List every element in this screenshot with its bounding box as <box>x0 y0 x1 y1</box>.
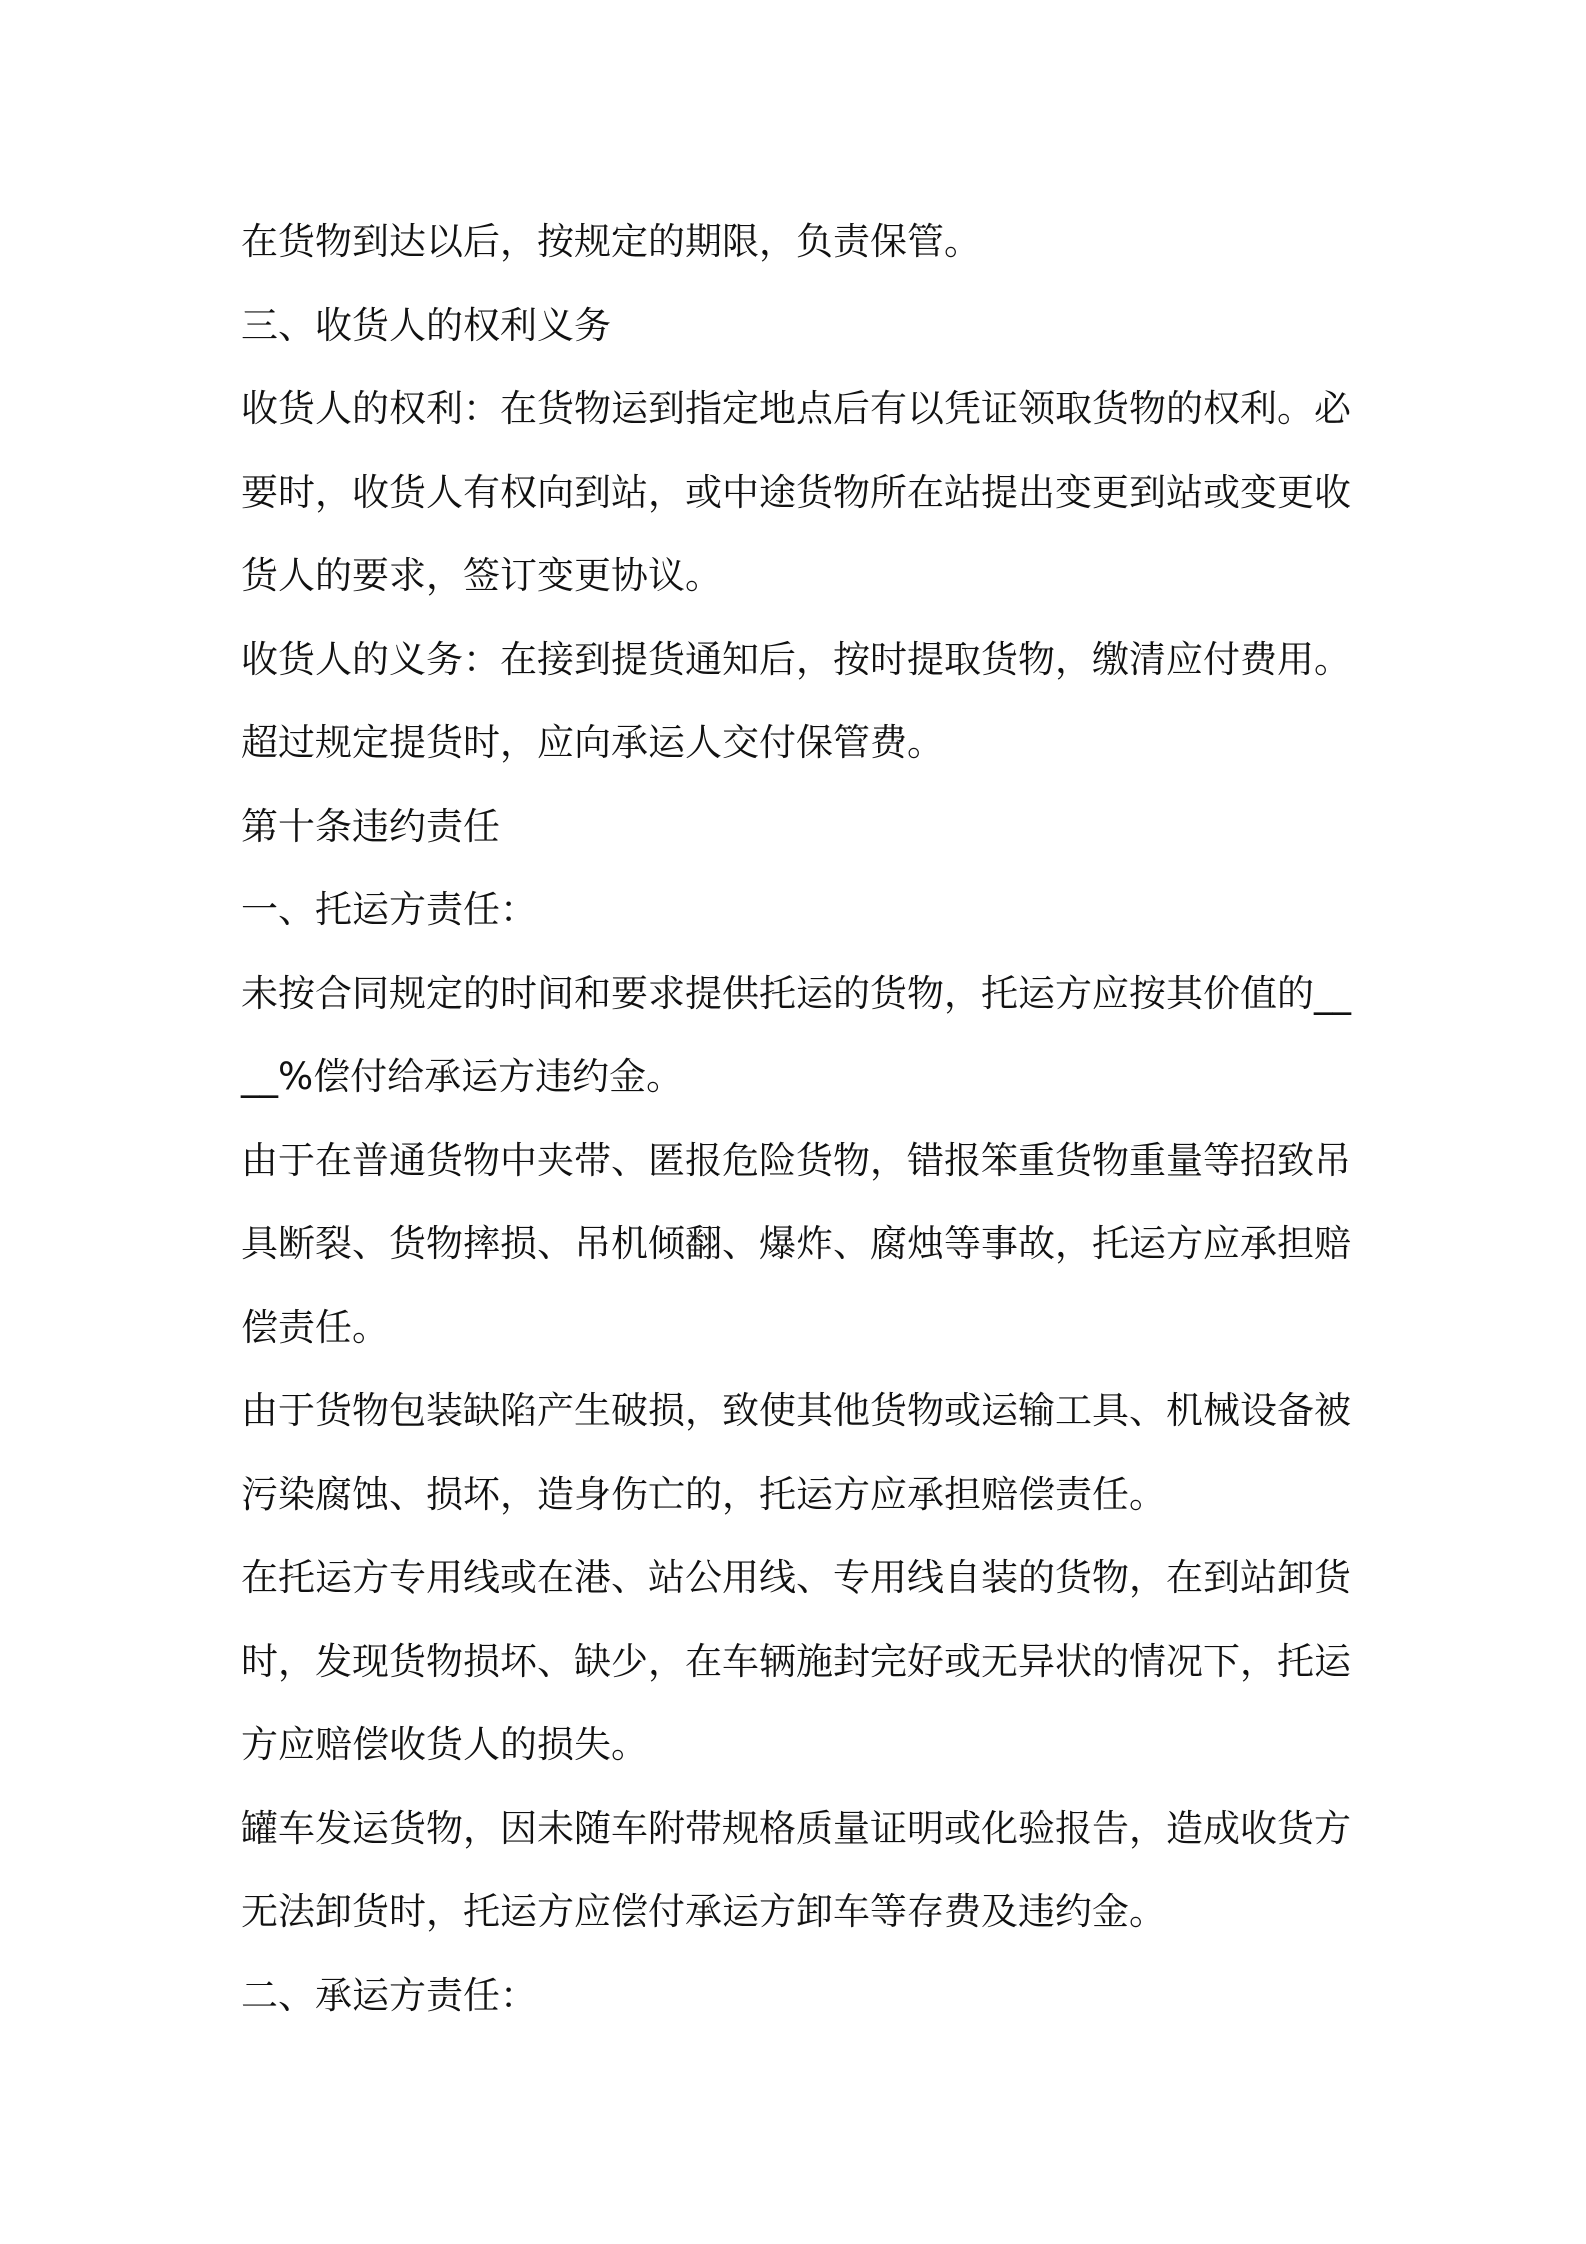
paragraph-self-loaded-goods: 在托运方专用线或在港、站公用线、专用线自装的货物，在到站卸货时，发现货物损坏、缺少，在车辆施封完好或无异状的情况下，托运方应赔偿收货人的损失。 <box>241 1556 1351 1766</box>
paragraph-storage-duty: 在货物到达以后，按规定的期限，负责保管。 <box>241 220 981 263</box>
heading-carrier-liability: 二、承运方责任： <box>241 1973 537 2017</box>
paragraph-consignee-rights: 收货人的权利：在货物运到指定地点后有以凭证领取货物的权利。必要时，收货人有权向到站，或中途货物所在站提出变更到站或变更收货人的要求，签订变更协议。 <box>241 387 1351 597</box>
heading-shipper-liability: 一、托运方责任： <box>241 888 537 931</box>
paragraph-packaging-defects: 由于货物包装缺陷产生破损，致使其他货物或运输工具、机械设备被污染腐蚀、损坏，造身伤亡的，托运方应承担赔偿责任。 <box>241 1389 1351 1516</box>
paragraph-tank-car: 罐车发运货物，因未随车附带规格质量证明或化验报告，造成收货方无法卸货时，托运方应偿付承运方卸车等存费及违约金。 <box>241 1806 1351 1933</box>
document-page <box>241 200 1351 2037</box>
paragraph-shipper-penalty: 未按合同规定的时间和要求提供托运的货物，托运方应按其价值的____%偿付给承运方违约金。 <box>241 971 1351 1098</box>
heading-consignee-rights-duties: 三、收货人的权利义务 <box>241 303 611 347</box>
heading-article-ten-liability: 第十条违约责任 <box>241 804 500 848</box>
paragraph-consignee-duties: 收货人的义务：在接到提货通知后，按时提取货物，缴清应付费用。超过规定提货时，应向承运人交付保管费。 <box>241 637 1351 764</box>
paragraph-dangerous-goods: 由于在普通货物中夹带、匿报危险货物，错报笨重货物重量等招致吊具断裂、货物摔损、吊机倾翻、爆炸、腐烛等事故，托运方应承担赔偿责任。 <box>241 1138 1351 1349</box>
